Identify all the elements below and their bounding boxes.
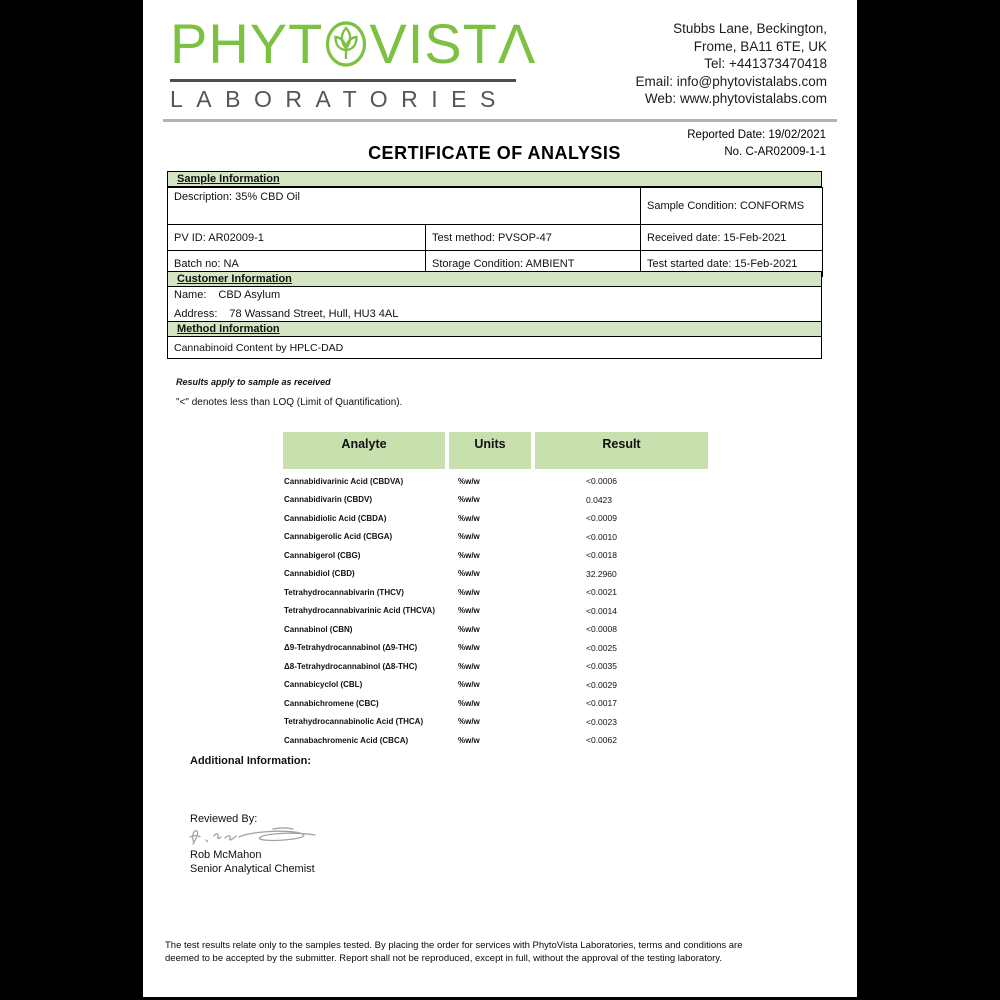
contact-address-line: Stubbs Lane, Beckington, <box>673 21 827 36</box>
reported-date: Reported Date: 19/02/2021 <box>687 129 826 141</box>
analyte-result: <0.0014 <box>586 605 617 616</box>
table-row <box>283 731 708 750</box>
report-number: No. C-AR02009-1-1 <box>724 146 826 158</box>
logo-subtitle: LABORATORIES <box>170 86 509 112</box>
analyte-result: <0.0021 <box>586 587 617 598</box>
leaf-icon <box>324 16 368 79</box>
sample-pv-id: PV ID: AR02009-1 <box>168 225 426 251</box>
analyte-units: %w/w <box>458 495 480 505</box>
sample-test-method: Test method: PVSOP-47 <box>426 225 641 251</box>
analyte-units: %w/w <box>458 550 480 560</box>
sample-information-header: Sample Information <box>167 171 822 187</box>
analyte-units: %w/w <box>458 661 480 671</box>
customer-information-header: Customer Information <box>167 271 822 287</box>
analyte-result: <0.0023 <box>586 716 617 727</box>
analyte-result: 32.2960 <box>586 568 617 579</box>
analyte-result: <0.0008 <box>586 624 617 635</box>
lab-logo-wordmark <box>170 12 537 76</box>
analyte-name: Tetrahydrocannabivarin (THCV) <box>284 587 404 597</box>
sample-batch-no: Batch no: NA <box>168 251 426 277</box>
table-row <box>283 528 708 547</box>
analyte-result: <0.0017 <box>586 698 617 709</box>
sample-test-started-date: Test started date: 15-Feb-2021 <box>641 251 823 277</box>
method-description: Cannabinoid Content by HPLC-DAD <box>167 337 822 359</box>
analyte-units: %w/w <box>458 643 480 653</box>
additional-information-label: Additional Information: <box>190 755 311 767</box>
logo-text-right: VISTΛ <box>369 12 537 75</box>
contact-address-line: Frome, BA11 6TE, UK <box>693 38 827 54</box>
contact-phone: Tel: +441373470418 <box>704 56 827 71</box>
table-row <box>283 694 708 713</box>
method-information-header: Method Information <box>167 321 822 337</box>
footer-line: deemed to be accepted by the submitter. Report shall not be reproduced, except in full, without the approval of the testing laboratory. <box>165 952 722 964</box>
results-table-body <box>283 472 708 750</box>
table-row <box>283 639 708 658</box>
analyte-units: %w/w <box>458 513 480 523</box>
sample-received-date: Received date: 15-Feb-2021 <box>641 225 823 251</box>
customer-name: CBD Asylum <box>218 289 281 301</box>
table-row <box>283 546 708 565</box>
table-row <box>283 491 708 510</box>
analyte-units: %w/w <box>458 587 480 597</box>
footer-line: The test results relate only to the samples tested. By placing the order for services with PhytoVista Laboratories, terms and conditions are <box>165 940 743 951</box>
sample-information-section <box>167 171 822 277</box>
analyte-units: %w/w <box>458 476 480 486</box>
reviewer-title: Senior Analytical Chemist <box>190 863 315 875</box>
customer-address-line <box>174 308 815 320</box>
analyte-name: Cannabicyclol (CBL) <box>284 680 363 690</box>
sample-information-table <box>167 187 823 277</box>
analyte-name: Cannabinol (CBN) <box>284 624 353 634</box>
table-row <box>283 713 708 732</box>
table-row <box>283 602 708 621</box>
customer-name-line <box>174 289 815 301</box>
logo-divider <box>170 79 516 82</box>
analyte-name: Cannabichromene (CBC) <box>284 698 379 708</box>
results-table-header <box>283 432 708 469</box>
logo-text-left: PHYT <box>170 12 324 75</box>
column-header-analyte: Analyte <box>283 432 445 469</box>
analyte-result: <0.0025 <box>586 642 617 653</box>
sample-condition: Sample Condition: CONFORMS <box>641 188 823 225</box>
table-row <box>283 620 708 639</box>
table-row <box>283 565 708 584</box>
analyte-name: Cannabigerolic Acid (CBGA) <box>284 532 393 542</box>
analyte-name: Cannabachromenic Acid (CBCA) <box>284 735 409 745</box>
analyte-name: Δ9-Tetrahydrocannabinol (Δ9-THC) <box>284 643 418 653</box>
contact-website: Web: www.phytovistalabs.com <box>644 91 827 106</box>
analyte-name: Cannabidivarin (CBDV) <box>284 495 373 505</box>
table-row <box>283 676 708 695</box>
analyte-name: Δ8-Tetrahydrocannabinol (Δ8-THC) <box>284 661 418 671</box>
customer-information-box <box>167 287 822 323</box>
analyte-name: Cannabidiol (CBD) <box>284 569 355 579</box>
results-table <box>283 432 708 750</box>
analyte-name: Cannabidiolic Acid (CBDA) <box>284 513 387 523</box>
analyte-result: <0.0029 <box>586 679 617 690</box>
results-note: Results apply to sample as received <box>176 377 331 387</box>
customer-address: 78 Wassand Street, Hull, HU3 4AL <box>229 308 399 320</box>
analyte-name: Cannabigerol (CBG) <box>284 550 361 560</box>
analyte-result: <0.0035 <box>586 661 617 672</box>
lab-logo <box>170 12 537 113</box>
analyte-units: %w/w <box>458 717 480 727</box>
analyte-units: %w/w <box>458 680 480 690</box>
column-header-result: Result <box>535 432 708 469</box>
reviewer-name: Rob McMahon <box>190 849 262 861</box>
sample-storage-condition: Storage Condition: AMBIENT <box>426 251 641 277</box>
analyte-name: Cannabidivarinic Acid (CBDVA) <box>284 476 404 486</box>
lab-contact-block <box>635 20 827 108</box>
analyte-result: <0.0006 <box>586 476 617 487</box>
table-row <box>283 472 708 491</box>
reviewed-by-label: Reviewed By: <box>190 813 258 825</box>
analyte-result: <0.0062 <box>586 735 617 746</box>
loq-note: "<" denotes less than LOQ (Limit of Quantification). <box>176 397 403 408</box>
column-header-units: Units <box>449 432 531 469</box>
sample-description: Description: 35% CBD Oil <box>168 188 641 225</box>
analyte-units: %w/w <box>458 532 480 542</box>
customer-information-section <box>167 271 822 323</box>
analyte-units: %w/w <box>458 698 480 708</box>
analyte-result: <0.0018 <box>586 550 617 561</box>
contact-email: Email: info@phytovistalabs.com <box>635 73 827 89</box>
analyte-units: %w/w <box>458 569 480 579</box>
analyte-name: Tetrahydrocannabinolic Acid (THCA) <box>284 717 424 727</box>
analyte-name: Tetrahydrocannabivarinic Acid (THCVA) <box>284 606 435 616</box>
analyte-units: %w/w <box>458 735 480 745</box>
method-information-section <box>167 321 822 359</box>
table-row <box>283 583 708 602</box>
analyte-result: 0.0423 <box>586 494 612 505</box>
footer-disclaimer <box>165 940 839 965</box>
analyte-result: <0.0009 <box>586 513 617 524</box>
page-title: CERTIFICATE OF ANALYSIS <box>368 143 621 163</box>
table-row <box>283 509 708 528</box>
table-row <box>283 657 708 676</box>
header-divider <box>163 119 837 122</box>
certificate-page <box>143 0 857 997</box>
analyte-units: %w/w <box>458 624 480 634</box>
customer-name-label: Name: <box>174 289 207 301</box>
analyte-result: <0.0010 <box>586 531 617 542</box>
analyte-units: %w/w <box>458 606 480 616</box>
customer-address-label: Address: <box>174 308 218 320</box>
